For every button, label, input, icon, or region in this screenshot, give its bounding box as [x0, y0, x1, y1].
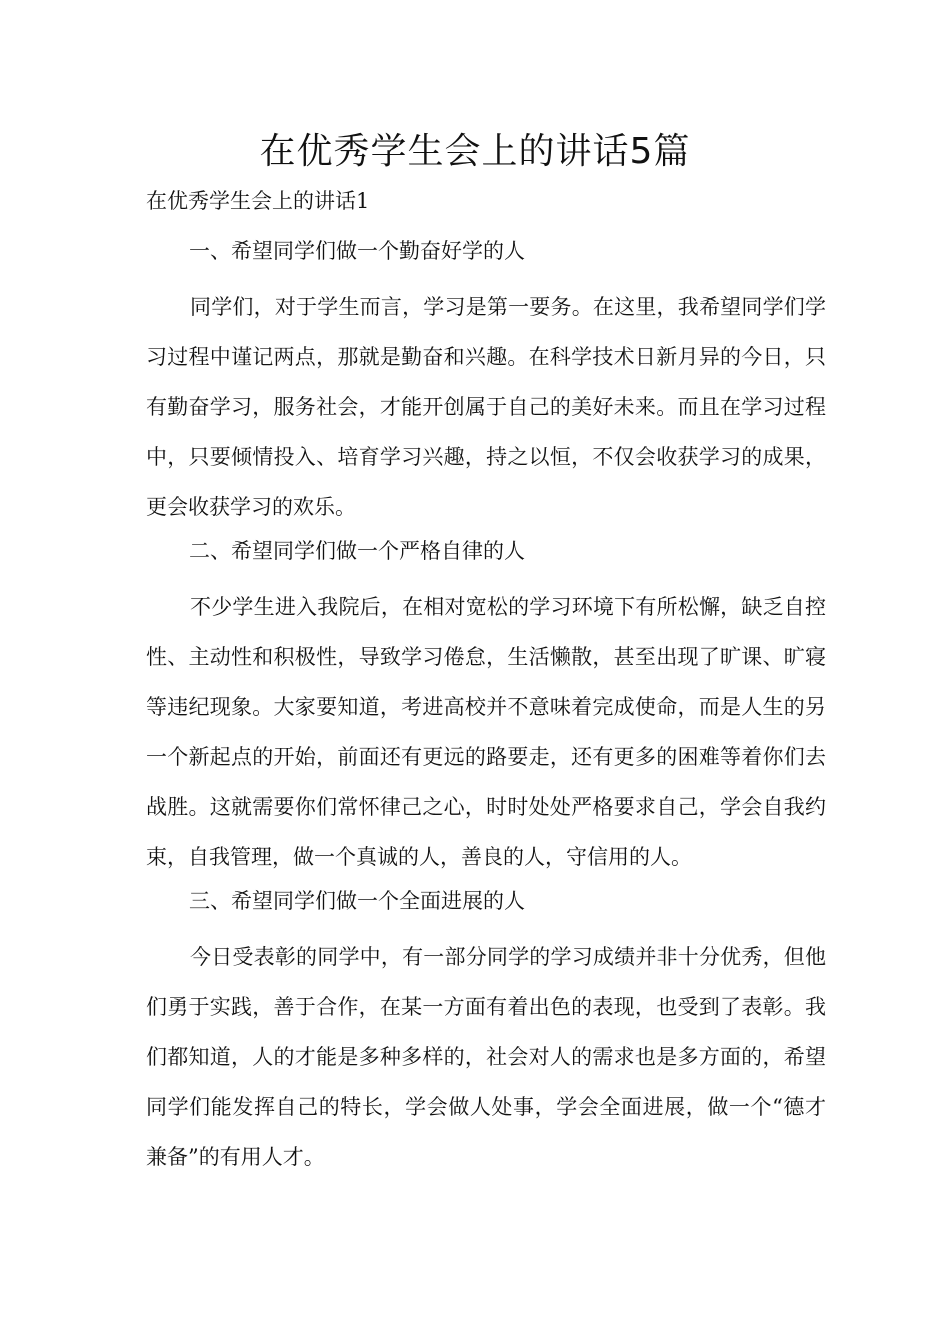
section-heading: 二、希望同学们做一个严格自律的人 [189, 539, 525, 563]
speech-subtitle: 在优秀学生会上的讲话1 [146, 189, 370, 213]
section-paragraph: 不少学生进入我院后，在相对宽松的学习环境下有所松懈，缺乏自控性、主动性和积极性，导致学习倦怠，生活懒散，甚至出现了旷课、旷寝等违纪现象。大家要知道，考进高校并不意味着完成使命，而是人生的另一个新起点的开始，前面还有更远的路要走，还有更多的困难等着你们去战胜。这就需要你们常怀律己之心，时时处处严格要求自己，学会自我约束，自我管理，做一个真诚的人，善良的人，守信用的人。 [146, 595, 826, 869]
section-3 [146, 882, 826, 1182]
document-body [146, 182, 826, 1182]
section-heading: 三、希望同学们做一个全面进展的人 [189, 889, 525, 913]
section-1 [146, 232, 826, 532]
section-heading: 一、希望同学们做一个勤奋好学的人 [189, 239, 525, 263]
section-paragraph: 同学们，对于学生而言，学习是第一要务。在这里，我希望同学们学习过程中谨记两点，那就是勤奋和兴趣。在科学技术日新月异的今日，只有勤奋学习，服务社会，才能开创属于自己的美好未来。而且在学习过程中，只要倾情投入、培育学习兴趣，持之以恒，不仅会收获学习的成果，更会收获学习的欢乐。 [146, 295, 826, 519]
section-paragraph: 今日受表彰的同学中，有一部分同学的学习成绩并非十分优秀，但他们勇于实践，善于合作，在某一方面有着出色的表现，也受到了表彰。我们都知道，人的才能是多种多样的，社会对人的需求也是多方面的，希望同学们能发挥自己的特长，学会做人处事，学会全面进展，做一个“德才兼备”的有用人才。 [146, 945, 826, 1169]
section-2 [146, 532, 826, 882]
document-title: 在优秀学生会上的讲话5篇 [259, 131, 691, 172]
